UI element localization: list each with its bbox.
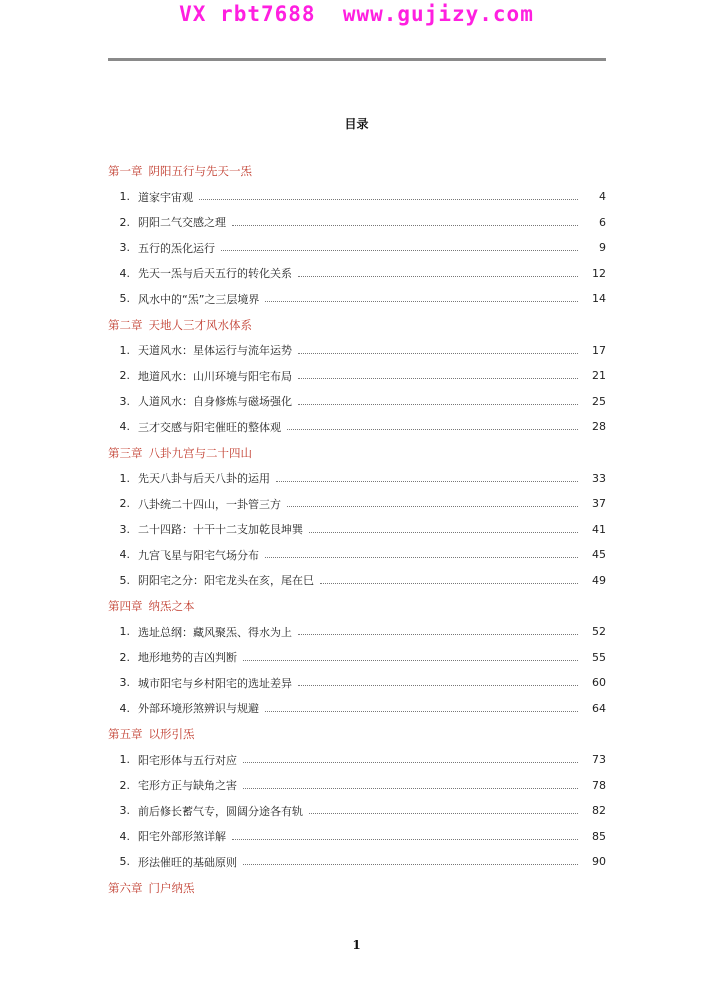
toc-entry[interactable] — [108, 517, 606, 543]
toc-entry[interactable] — [108, 568, 606, 594]
entry-title: 九宫飞星与阳宅气场分布 — [138, 548, 259, 562]
entry-title: 阴阳宅之分：阳宅龙头在亥，尾在巳 — [138, 574, 314, 588]
toc-entry[interactable] — [108, 542, 606, 568]
toc-entry[interactable] — [108, 798, 606, 824]
entry-number: 2. — [119, 497, 130, 511]
entry-page: 4 — [599, 190, 606, 204]
chapter-heading[interactable] — [108, 158, 606, 184]
chapter-title: 以形引炁 — [148, 727, 195, 741]
entry-title: 地形地势的吉凶判断 — [138, 651, 237, 665]
toc-entry[interactable] — [108, 363, 606, 389]
entry-title: 阳宅外部形煞详解 — [138, 830, 226, 844]
entry-page: 17 — [592, 343, 606, 357]
dot-leader — [243, 762, 578, 763]
dot-leader — [243, 660, 578, 661]
entry-page: 73 — [592, 753, 606, 767]
entry-title: 人道风水：自身修炼与磁场强化 — [138, 395, 292, 409]
toc-entry[interactable] — [108, 184, 606, 210]
dot-leader — [298, 276, 578, 277]
chapter-title: 阴阳五行与先天一炁 — [148, 164, 252, 178]
toc-entry[interactable] — [108, 696, 606, 722]
dot-leader — [232, 225, 578, 226]
dot-leader — [298, 404, 578, 405]
chapter-title: 八卦九宫与二十四山 — [148, 445, 252, 460]
dot-leader — [199, 199, 578, 200]
entry-page: 33 — [592, 471, 606, 485]
toc-entry[interactable] — [108, 261, 606, 287]
entry-page: 64 — [592, 701, 606, 715]
page-number: 1 — [352, 938, 361, 952]
dot-leader — [276, 481, 578, 482]
entry-page: 82 — [592, 804, 606, 818]
entry-page: 28 — [592, 420, 606, 434]
entry-title: 先天一炁与后天五行的转化关系 — [138, 267, 292, 281]
entry-number: 1. — [119, 753, 130, 767]
entry-page: 45 — [592, 548, 606, 562]
entry-number: 5. — [119, 292, 130, 306]
entry-title: 三才交感与阳宅催旺的整体观 — [138, 420, 281, 434]
toc-entry[interactable] — [108, 338, 606, 364]
toc-entry[interactable] — [108, 286, 606, 312]
entry-number: 3. — [119, 241, 130, 255]
toc-entry[interactable] — [108, 849, 606, 875]
entry-page: 21 — [592, 369, 606, 383]
entry-page: 78 — [592, 778, 606, 792]
dot-leader — [309, 813, 578, 814]
dot-leader — [320, 583, 578, 584]
entry-page: 37 — [592, 497, 606, 511]
entry-number: 5. — [119, 573, 130, 587]
entry-number: 2. — [119, 369, 130, 383]
chapter-number: 第五章 — [108, 727, 143, 741]
dot-leader — [287, 506, 578, 507]
entry-number: 1. — [119, 625, 130, 639]
entry-title: 先天八卦与后天八卦的运用 — [138, 472, 270, 486]
entry-page: 60 — [592, 676, 606, 690]
chapter-heading[interactable] — [108, 721, 606, 747]
entry-title: 五行的炁化运行 — [138, 241, 215, 255]
toc-entry[interactable] — [108, 389, 606, 415]
entry-title: 道家宇宙观 — [138, 190, 193, 204]
dot-leader — [287, 429, 578, 430]
entry-page: 9 — [599, 241, 606, 255]
dot-leader — [298, 378, 578, 379]
entry-number: 3. — [119, 676, 130, 690]
entry-number: 5. — [119, 855, 130, 869]
dot-leader — [221, 250, 578, 251]
chapter-heading[interactable] — [108, 440, 606, 466]
chapter-number: 第一章 — [108, 164, 143, 178]
entry-page: 55 — [592, 650, 606, 664]
entry-title: 八卦统二十四山，一卦管三方 — [138, 497, 281, 511]
toc-entry[interactable] — [108, 619, 606, 645]
entry-page: 14 — [592, 292, 606, 306]
chapter-title: 纳炁之本 — [148, 599, 195, 613]
toc-entry[interactable] — [108, 235, 606, 261]
dot-leader — [243, 788, 578, 789]
entry-title: 天道风水：星体运行与流年运势 — [138, 344, 292, 358]
chapter-heading[interactable] — [108, 875, 606, 901]
entry-page: 49 — [592, 573, 606, 587]
toc-entry[interactable] — [108, 414, 606, 440]
entry-number: 1. — [119, 343, 130, 357]
entry-page: 85 — [592, 829, 606, 843]
entry-number: 2. — [119, 650, 130, 664]
header-rule — [108, 58, 606, 61]
toc-entry[interactable] — [108, 491, 606, 517]
entry-number: 3. — [119, 804, 130, 818]
chapter-number: 第三章 — [108, 445, 143, 460]
dot-leader — [232, 839, 578, 840]
entry-number: 1. — [119, 190, 130, 204]
entry-number: 4. — [119, 548, 130, 562]
entry-number: 4. — [119, 701, 130, 715]
dot-leader — [298, 353, 578, 354]
entry-number: 3. — [119, 394, 130, 408]
entry-title: 前后修长蓄气专，圆阔分途各有轨 — [138, 804, 303, 818]
entry-page: 12 — [592, 266, 606, 280]
entry-page: 6 — [599, 215, 606, 229]
toc-entry[interactable] — [108, 747, 606, 773]
entry-title: 风水中的“炁”之三层境界 — [138, 292, 260, 306]
toc-entry[interactable] — [108, 645, 606, 671]
dot-leader — [298, 634, 578, 635]
entry-page: 41 — [592, 522, 606, 536]
entry-title: 地道风水：山川环境与阳宅布局 — [138, 369, 292, 383]
chapter-title: 门户纳炁 — [148, 880, 195, 895]
table-of-contents — [108, 158, 606, 901]
entry-title: 二十四路：十干十二支加乾艮坤巽 — [138, 523, 303, 537]
chapter-title: 天地人三才风水体系 — [148, 317, 252, 332]
dot-leader — [265, 301, 578, 302]
entry-title: 宅形方正与缺角之害 — [138, 779, 237, 793]
dot-leader — [309, 532, 578, 533]
entry-page: 52 — [592, 625, 606, 639]
toc-entry[interactable] — [108, 210, 606, 236]
entry-number: 3. — [119, 522, 130, 536]
toc-entry[interactable] — [108, 466, 606, 492]
toc-title: 目录 — [344, 117, 369, 131]
chapter-heading[interactable] — [108, 312, 606, 338]
chapter-number: 第二章 — [108, 317, 143, 332]
entry-title: 阴阳二气交感之理 — [138, 216, 226, 230]
dot-leader — [265, 557, 578, 558]
toc-entry[interactable] — [108, 824, 606, 850]
dot-leader — [298, 685, 578, 686]
chapter-heading[interactable] — [108, 593, 606, 619]
chapter-number: 第四章 — [108, 599, 143, 613]
entry-title: 外部环境形煞辨识与规避 — [138, 702, 259, 716]
entry-title: 阳宅形体与五行对应 — [138, 753, 237, 767]
dot-leader — [265, 711, 578, 712]
entry-number: 4. — [119, 266, 130, 280]
entry-title: 选址总纲：藏风聚炁、得水为上 — [138, 625, 292, 639]
chapter-number: 第六章 — [108, 880, 143, 895]
watermark-text: VX rbt7688 www.gujizy.com — [179, 2, 534, 26]
toc-entry[interactable] — [108, 773, 606, 799]
entry-title: 形法催旺的基础原则 — [138, 855, 237, 869]
entry-title: 城市阳宅与乡村阳宅的选址差异 — [138, 676, 292, 690]
toc-entry[interactable] — [108, 670, 606, 696]
entry-number: 1. — [119, 471, 130, 485]
dot-leader — [243, 864, 578, 865]
entry-page: 90 — [592, 855, 606, 869]
entry-number: 4. — [119, 829, 130, 843]
entry-page: 25 — [592, 394, 606, 408]
entry-number: 4. — [119, 420, 130, 434]
entry-number: 2. — [119, 215, 130, 229]
entry-number: 2. — [119, 778, 130, 792]
